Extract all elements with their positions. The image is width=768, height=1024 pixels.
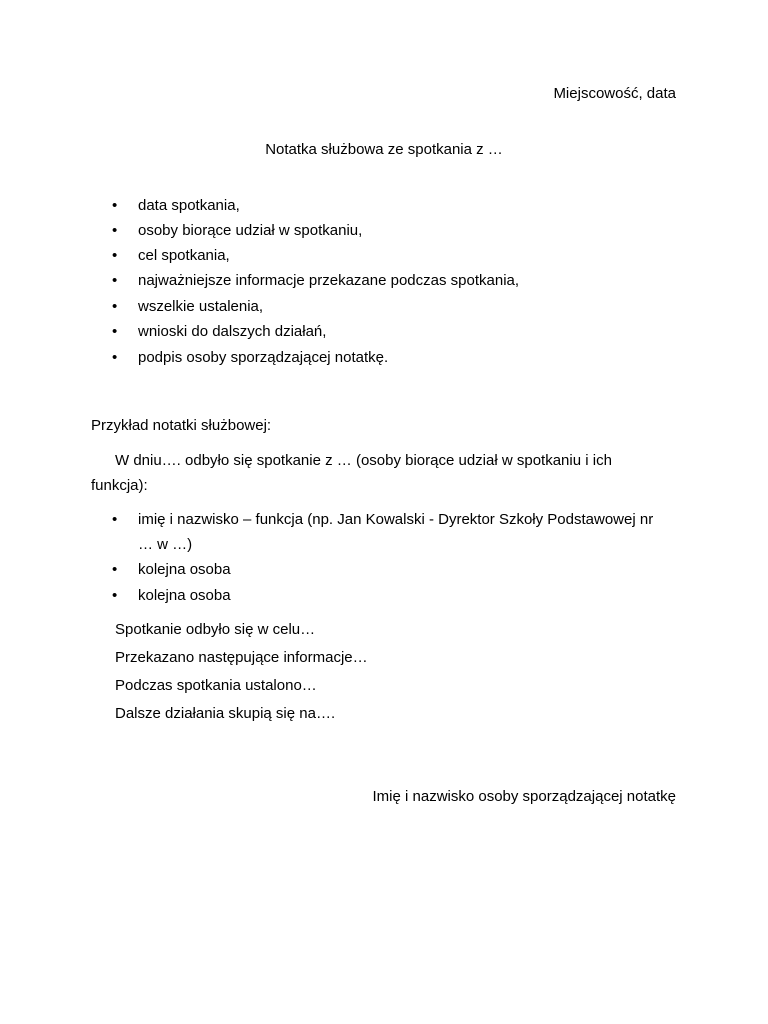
statement-line: Przekazano następujące informacje… <box>115 649 368 666</box>
list-item-text: kolejna osoba <box>138 561 231 578</box>
example-heading: Przykład notatki służbowej: <box>91 417 272 434</box>
list-item-text: data spotkania, <box>138 197 240 214</box>
example-intro-line: W dniu…. odbyło się spotkanie z … (osoby biorące udział w spotkaniu i ich <box>115 452 612 469</box>
statement-line: Podczas spotkania ustalono… <box>115 677 317 694</box>
example-intro-line: funkcja): <box>91 477 148 494</box>
list-item-text: wszelkie ustalenia, <box>138 298 264 315</box>
signature-line: Imię i nazwisko osoby sporządzającej notatkę <box>372 788 676 805</box>
place-date-line: Miejscowość, data <box>553 85 676 102</box>
list-item-text: podpis osoby sporządzającej notatkę. <box>138 349 389 366</box>
bullet-icon: • <box>112 197 118 214</box>
bullet-icon: • <box>112 587 118 604</box>
list-item-text: cel spotkania, <box>138 247 230 264</box>
bullet-icon: • <box>112 298 118 315</box>
list-item-text: osoby biorące udział w spotkaniu, <box>138 222 363 239</box>
list-item-text: imię i nazwisko – funkcja (np. Jan Kowalski - Dyrektor Szkoły Podstawowej nr <box>138 511 654 528</box>
list-item-text: najważniejsze informacje przekazane podczas spotkania, <box>138 272 520 289</box>
list-item-text: wnioski do dalszych działań, <box>138 323 327 340</box>
statement-line: Dalsze działania skupią się na…. <box>115 705 336 722</box>
bullet-icon: • <box>112 323 118 340</box>
list-item-continuation: … w …) <box>138 536 193 553</box>
bullet-icon: • <box>112 272 118 289</box>
bullet-icon: • <box>112 349 118 366</box>
bullet-icon: • <box>112 222 118 239</box>
statement-line: Spotkanie odbyło się w celu… <box>115 621 316 638</box>
bullet-icon: • <box>112 561 118 578</box>
document-title: Notatka służbowa ze spotkania z … <box>265 141 503 158</box>
bullet-icon: • <box>112 511 118 528</box>
list-item-text: kolejna osoba <box>138 587 231 604</box>
bullet-icon: • <box>112 247 118 264</box>
